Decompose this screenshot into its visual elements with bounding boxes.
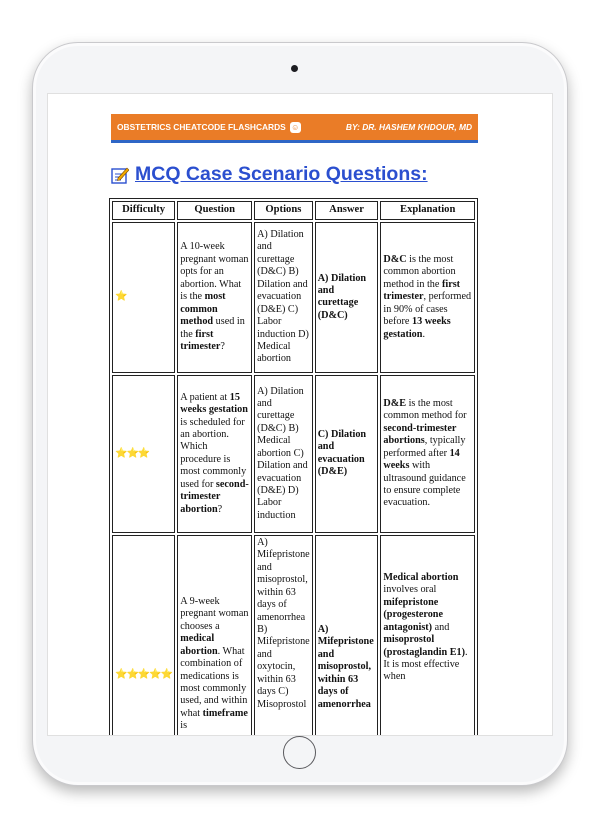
baby-icon: ☺	[291, 122, 300, 132]
header-rule	[111, 140, 478, 143]
difficulty-cell	[112, 222, 175, 373]
memo-icon	[111, 166, 129, 184]
page-title: MCQ Case Scenario Questions:	[135, 163, 428, 185]
section-title	[111, 163, 478, 186]
answer-cell: C) Dilation and evacuation (D&E)	[315, 375, 379, 533]
header-brand	[117, 122, 301, 133]
star-icon: ⭐	[115, 291, 127, 303]
mcq-table	[109, 198, 478, 736]
explanation-cell: D&C is the most common abortion method in the first trimester, performed in 90% of cases before 13 weeks gestation.	[380, 222, 475, 373]
page-header	[111, 114, 478, 140]
explanation-cell: Medical abortion involves oral mifepristone (progesterone antagonist) and misoprostol (prostaglandin E1). It is most effective when	[380, 535, 475, 736]
table-row	[112, 535, 475, 736]
table-row	[112, 222, 475, 373]
question-cell: A 9-week pregnant woman chooses a medical abortion. What combination of medications is most commonly used, and within what timeframe is	[177, 535, 252, 736]
column-header-answer: Answer	[315, 201, 379, 220]
document-page	[111, 114, 478, 736]
options-cell: A) Dilation and curettage (D&C) B) Dilation and evacuation (D&E) C) Labor induction D) Medical abortion	[254, 222, 313, 373]
explanation-cell: D&E is the most common method for second-trimester abortions, typically performed after 14 weeks with ultrasound guidance to ensure complete evacuation.	[380, 375, 475, 533]
table-header-row	[112, 201, 475, 220]
home-button[interactable]	[283, 736, 316, 769]
star-icon: ⭐⭐⭐	[115, 447, 150, 459]
options-cell: A) Dilation and curettage (D&C) B) Medical abortion C) Dilation and evacuation (D&E) D) Labor induction	[254, 375, 313, 533]
column-header-question: Question	[177, 201, 252, 220]
column-header-explanation: Explanation	[380, 201, 475, 220]
answer-cell: A) Mifepristone and misoprostol, within 63 days of amenorrhea	[315, 535, 379, 736]
front-camera	[291, 65, 298, 72]
document-screen[interactable]	[47, 93, 553, 736]
question-cell: A patient at 15 weeks gestation is scheduled for an abortion. Which procedure is most commonly used for second-trimester abortion?	[177, 375, 252, 533]
difficulty-cell	[112, 375, 175, 533]
header-author: BY: DR. HASHEM KHDOUR, MD	[345, 122, 472, 132]
column-header-options: Options	[254, 201, 313, 220]
answer-cell: A) Dilation and curettage (D&C)	[315, 222, 379, 373]
column-header-difficulty: Difficulty	[112, 201, 175, 220]
header-title: OBSTETRICS CHEATCODE FLASHCARDS	[117, 122, 286, 132]
difficulty-cell	[112, 535, 175, 736]
options-cell: A) Mifepristone and misoprostol, within 63 days of amenorrhea B) Mifepristone and oxytocin, within 63 days C) Misoprostol	[254, 535, 313, 736]
question-cell: A 10-week pregnant woman opts for an abortion. What is the most common method used in the first trimester?	[177, 222, 252, 373]
table-row	[112, 375, 475, 533]
star-icon: ⭐⭐⭐⭐⭐	[115, 669, 173, 681]
